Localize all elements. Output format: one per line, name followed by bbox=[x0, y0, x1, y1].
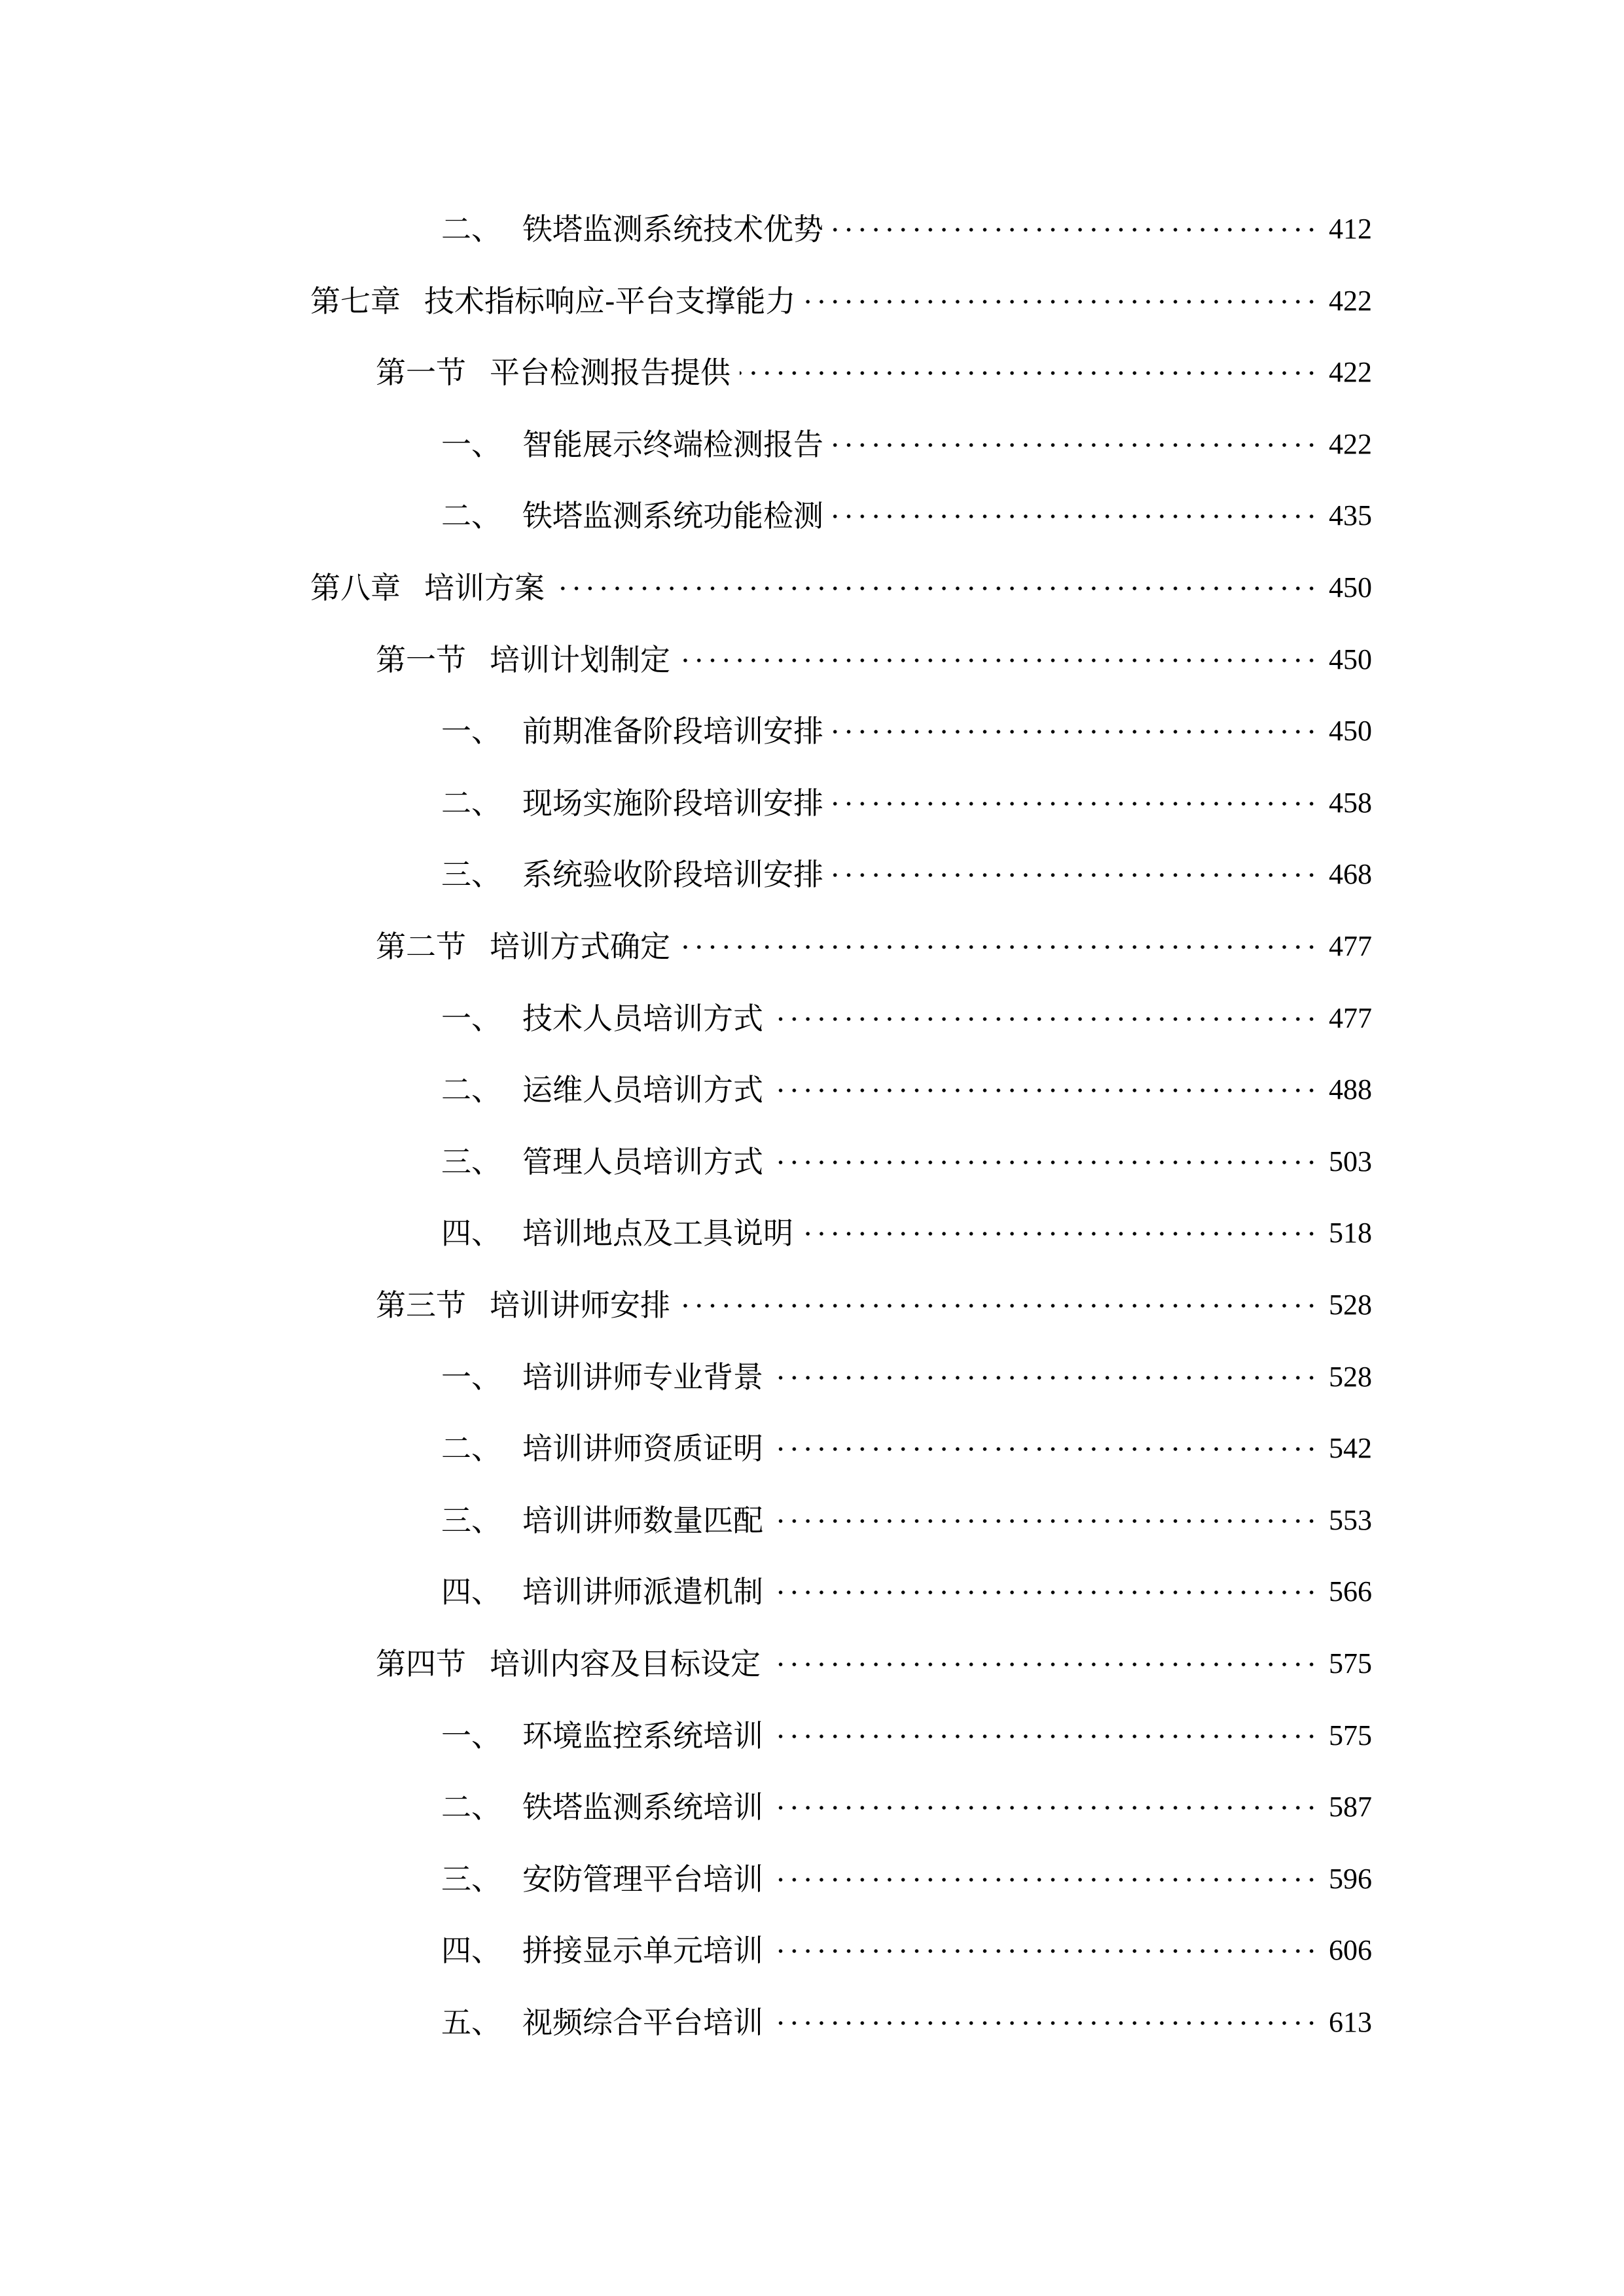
toc-entry-page-number: 596 bbox=[1329, 1863, 1372, 1895]
toc-entry-page-number: 468 bbox=[1329, 858, 1372, 890]
toc-entry-page-number: 488 bbox=[1329, 1073, 1372, 1105]
toc-entry-title: 培训方案 bbox=[424, 570, 545, 605]
toc-entry-title: 培训讲师安排 bbox=[490, 1287, 670, 1323]
toc-dot-leader bbox=[772, 1516, 1318, 1526]
toc-entry-prefix: 第二节 bbox=[376, 929, 466, 964]
toc-entry-title: 智能展示终端检测报告 bbox=[522, 427, 823, 462]
toc-entry-prefix: 一、 bbox=[441, 1359, 501, 1395]
toc-entry-prefix: 二、 bbox=[441, 1072, 501, 1107]
toc-entry[interactable] bbox=[0, 1064, 1624, 1116]
toc-entry-prefix: 四、 bbox=[441, 1574, 501, 1609]
toc-entry-page-number: 575 bbox=[1329, 1719, 1372, 1751]
toc-entry[interactable] bbox=[0, 1853, 1624, 1905]
toc-dot-leader bbox=[772, 1946, 1318, 1956]
toc-dot-leader bbox=[772, 1444, 1318, 1454]
toc-dot-leader bbox=[805, 297, 1318, 306]
toc-entry-prefix: 第四节 bbox=[376, 1646, 466, 1681]
toc-entry-title: 培训地点及工具说明 bbox=[522, 1215, 793, 1251]
toc-entry-title: 培训讲师派遣机制 bbox=[522, 1574, 763, 1609]
toc-entry-page-number: 518 bbox=[1329, 1217, 1372, 1249]
toc-dot-leader bbox=[772, 1588, 1318, 1597]
toc-entry-prefix: 第八章 bbox=[310, 570, 401, 605]
toc-entry-prefix: 四、 bbox=[441, 1933, 501, 1968]
toc-entry-prefix: 三、 bbox=[441, 1144, 501, 1179]
toc-entry[interactable] bbox=[0, 418, 1624, 471]
toc-entry-prefix: 二、 bbox=[441, 211, 501, 247]
toc-entry-page-number: 566 bbox=[1329, 1575, 1372, 1607]
toc-entry-page-number: 477 bbox=[1329, 930, 1372, 962]
toc-dot-leader bbox=[554, 584, 1318, 593]
toc-entry-title: 培训方式确定 bbox=[490, 929, 670, 964]
toc-entry[interactable] bbox=[0, 1710, 1624, 1762]
toc-entry-page-number: 422 bbox=[1329, 285, 1372, 317]
toc-entry-prefix: 三、 bbox=[441, 1503, 501, 1538]
toc-entry-page-number: 450 bbox=[1329, 643, 1372, 675]
toc-entry-title: 系统验收阶段培训安排 bbox=[522, 857, 823, 892]
toc-entry-prefix: 二、 bbox=[441, 785, 501, 821]
toc-entry-page-number: 458 bbox=[1329, 787, 1372, 819]
toc-entry-prefix: 一、 bbox=[441, 1001, 501, 1036]
toc-entry-title: 平台检测报告提供 bbox=[490, 355, 731, 390]
toc-entry-prefix: 一、 bbox=[441, 1718, 501, 1753]
toc-entry-page-number: 542 bbox=[1329, 1432, 1372, 1464]
toc-entry[interactable] bbox=[0, 1422, 1624, 1475]
toc-entry-prefix: 二、 bbox=[441, 498, 501, 533]
toc-entry-title: 技术人员培训方式 bbox=[522, 1001, 763, 1036]
toc-entry[interactable] bbox=[0, 1781, 1624, 1833]
toc-dot-leader bbox=[770, 1660, 1318, 1669]
toc-entry-prefix: 第一节 bbox=[376, 642, 466, 677]
toc-dot-leader bbox=[772, 2018, 1318, 2028]
toc-entry-title: 视频综合平台培训 bbox=[522, 2005, 763, 2040]
toc-entry[interactable] bbox=[0, 1996, 1624, 2049]
toc-dot-leader bbox=[679, 942, 1318, 952]
toc-entry[interactable] bbox=[0, 1924, 1624, 1977]
toc-entry-title: 前期准备阶段培训安排 bbox=[522, 713, 823, 749]
toc-entry-prefix: 五、 bbox=[441, 2005, 501, 2040]
toc-entry[interactable] bbox=[0, 992, 1624, 1045]
toc-entry-page-number: 422 bbox=[1329, 428, 1372, 460]
toc-entry-prefix: 一、 bbox=[441, 427, 501, 462]
toc-dot-leader bbox=[833, 440, 1318, 450]
toc-entry-title: 培训内容及目标设定 bbox=[490, 1646, 761, 1681]
toc-entry[interactable] bbox=[0, 634, 1624, 686]
toc-entry[interactable] bbox=[0, 1566, 1624, 1618]
toc-dot-leader bbox=[772, 1732, 1318, 1741]
toc-entry-title: 管理人员培训方式 bbox=[522, 1144, 763, 1179]
toc-entry-title: 培训讲师数量匹配 bbox=[522, 1503, 763, 1538]
toc-entry-page-number: 450 bbox=[1329, 571, 1372, 603]
toc-entry-page-number: 587 bbox=[1329, 1791, 1372, 1823]
toc-entry[interactable] bbox=[0, 1494, 1624, 1547]
toc-entry-title: 拼接显示单元培训 bbox=[522, 1933, 763, 1968]
toc-entry-prefix: 第七章 bbox=[310, 283, 401, 319]
toc-entry-page-number: 613 bbox=[1329, 2006, 1372, 2038]
toc-entry-page-number: 503 bbox=[1329, 1145, 1372, 1177]
toc-entry-prefix: 四、 bbox=[441, 1215, 501, 1251]
toc-entry-prefix: 第三节 bbox=[376, 1287, 466, 1323]
toc-entry-title: 铁塔监测系统功能检测 bbox=[522, 498, 823, 533]
toc-entry[interactable] bbox=[0, 920, 1624, 973]
toc-entry-title: 培训讲师专业背景 bbox=[522, 1359, 763, 1395]
toc-entry-page-number: 575 bbox=[1329, 1647, 1372, 1679]
toc-entry-prefix: 二、 bbox=[441, 1431, 501, 1466]
toc-entry[interactable] bbox=[0, 203, 1624, 255]
toc-dot-leader bbox=[772, 1158, 1318, 1167]
toc-entry-page-number: 553 bbox=[1329, 1504, 1372, 1536]
toc-entry-page-number: 477 bbox=[1329, 1002, 1372, 1034]
toc-dot-leader bbox=[772, 1373, 1318, 1382]
toc-dot-leader bbox=[803, 1229, 1318, 1238]
toc-entry-prefix: 二、 bbox=[441, 1789, 501, 1825]
toc-dot-leader bbox=[833, 799, 1318, 808]
toc-entry-title: 现场实施阶段培训安排 bbox=[522, 785, 823, 821]
toc-dot-leader bbox=[833, 870, 1318, 880]
toc-dot-leader bbox=[740, 368, 1318, 378]
toc-entry-prefix: 三、 bbox=[441, 1861, 501, 1897]
toc-dot-leader bbox=[772, 1803, 1318, 1812]
toc-entry[interactable] bbox=[0, 562, 1624, 614]
toc-entry[interactable] bbox=[0, 777, 1624, 829]
toc-entry-title: 技术指标响应-平台支撑能力 bbox=[424, 283, 796, 319]
toc-entry[interactable] bbox=[0, 705, 1624, 757]
toc-entry-title: 安防管理平台培训 bbox=[522, 1861, 763, 1897]
toc-dot-leader bbox=[833, 225, 1318, 234]
toc-entry-page-number: 450 bbox=[1329, 715, 1372, 747]
toc-dot-leader bbox=[833, 512, 1318, 521]
toc-entry-title: 运维人员培训方式 bbox=[522, 1072, 763, 1107]
toc-entry-title: 铁塔监测系统培训 bbox=[522, 1789, 763, 1825]
toc-dot-leader bbox=[772, 1875, 1318, 1884]
toc-entry-title: 培训计划制定 bbox=[490, 642, 670, 677]
toc-entry-prefix: 三、 bbox=[441, 857, 501, 892]
toc-entry-prefix: 第一节 bbox=[376, 355, 466, 390]
toc-entry[interactable] bbox=[0, 1351, 1624, 1403]
toc-dot-leader bbox=[772, 1086, 1318, 1095]
toc-entry[interactable] bbox=[0, 1279, 1624, 1331]
toc-entry-prefix: 一、 bbox=[441, 713, 501, 749]
toc-dot-leader bbox=[679, 656, 1318, 665]
toc-entry-page-number: 435 bbox=[1329, 499, 1372, 531]
toc-entry[interactable] bbox=[0, 1136, 1624, 1188]
toc-entry[interactable] bbox=[0, 848, 1624, 901]
toc-dot-leader bbox=[833, 727, 1318, 736]
toc-entry-page-number: 412 bbox=[1329, 213, 1372, 245]
toc-entry-title: 铁塔监测系统技术优势 bbox=[522, 211, 823, 247]
toc-entry-page-number: 422 bbox=[1329, 356, 1372, 388]
toc-entry[interactable] bbox=[0, 346, 1624, 399]
toc-entry-page-number: 606 bbox=[1329, 1934, 1372, 1966]
toc-dot-leader bbox=[772, 1014, 1318, 1024]
toc-dot-leader bbox=[679, 1301, 1318, 1310]
toc-entry[interactable] bbox=[0, 275, 1624, 327]
toc-entry[interactable] bbox=[0, 1638, 1624, 1690]
toc-entry-title: 培训讲师资质证明 bbox=[522, 1431, 763, 1466]
toc-entry-page-number: 528 bbox=[1329, 1289, 1372, 1321]
toc-entry[interactable] bbox=[0, 1207, 1624, 1259]
toc-entry-page-number: 528 bbox=[1329, 1361, 1372, 1393]
toc-entry[interactable] bbox=[0, 490, 1624, 542]
toc-entry-title: 环境监控系统培训 bbox=[522, 1718, 763, 1753]
